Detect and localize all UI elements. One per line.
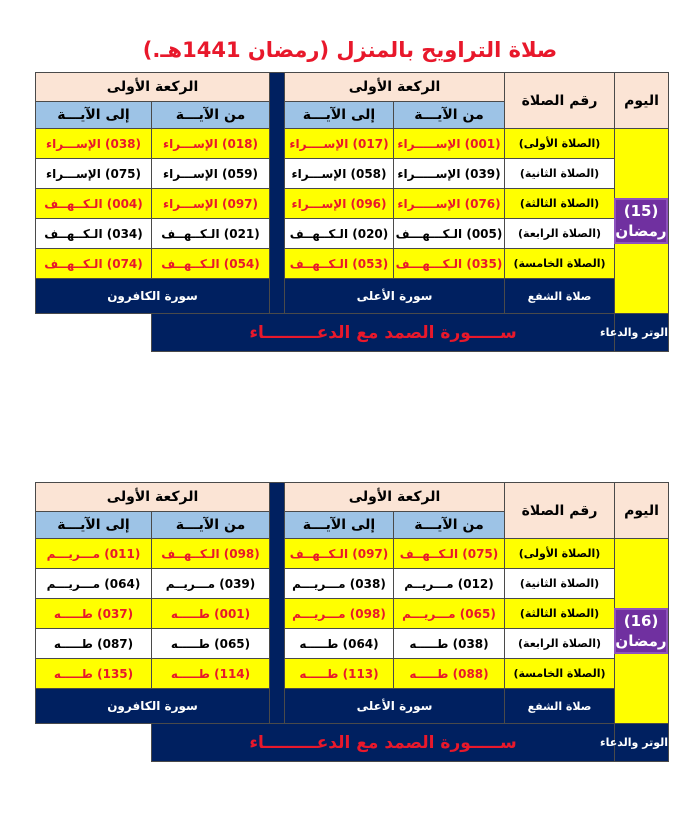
prayer-name: (الصلاة الرابعة)	[505, 219, 615, 249]
ayah-cell: (074) الـكــهــف	[36, 249, 152, 279]
prayer-name: (الصلاة الخامسة)	[505, 249, 615, 279]
ayah-cell: (064) مـــريـــم	[36, 569, 152, 599]
shafa-surah-right: سورة الأعلى	[285, 689, 505, 724]
prayer-name: (الصلاة الثالثة)	[505, 189, 615, 219]
ayah-cell: (065) مـــريـــم	[394, 599, 505, 629]
ayah-cell: (020) الـكــهــف	[285, 219, 394, 249]
shafa-surah-left: سورة الكافرون	[36, 279, 270, 314]
prayer-name: (الصلاة الرابعة)	[505, 629, 615, 659]
ayah-cell: (011) مـــريـــم	[36, 539, 152, 569]
day-header: اليوم	[615, 73, 669, 129]
ayah-cell: (004) الـكــهــف	[36, 189, 152, 219]
from-ayah-header-2: من الآيـــة	[152, 512, 270, 539]
ayah-cell: (035) الـكـــهـــف	[394, 249, 505, 279]
day-badge	[614, 198, 668, 244]
ayah-cell: (005) الـكـــهـــف	[394, 219, 505, 249]
prayer-name: (الصلاة الأولى)	[505, 539, 615, 569]
shafa-surah-right: سورة الأعلى	[285, 279, 505, 314]
ayah-cell: (098) مـــريـــم	[285, 599, 394, 629]
ayah-cell: (001) الإســـــراء	[394, 129, 505, 159]
ayah-cell: (053) الـكــهــف	[285, 249, 394, 279]
witr-text: ســـــورة الصمد مع الدعـــــــــاء	[152, 314, 615, 352]
column-separator	[270, 483, 285, 724]
ayah-cell: (076) الإســـــراء	[394, 189, 505, 219]
day-number: (15)	[623, 202, 659, 220]
witr-text: ســـــورة الصمد مع الدعـــــــــاء	[152, 724, 615, 762]
ayah-cell: (054) الـكــهــف	[152, 249, 270, 279]
from-ayah-header: من الآيـــة	[394, 102, 505, 129]
day-month: رمضان	[615, 632, 667, 650]
schedule-table-day-16	[35, 482, 669, 762]
ayah-cell: (087) طـــــه	[36, 629, 152, 659]
ayah-cell: (021) الـكــهــف	[152, 219, 270, 249]
day-month: رمضان	[615, 222, 667, 240]
to-ayah-header: إلى الآيـــة	[285, 102, 394, 129]
witr-label: الوتر والدعاء	[615, 724, 669, 762]
ayah-cell: (037) طـــــه	[36, 599, 152, 629]
prayer-name: (الصلاة الثانية)	[505, 159, 615, 189]
ayah-cell: (096) الإســـراء	[285, 189, 394, 219]
ayah-cell: (017) الإســــراء	[285, 129, 394, 159]
ayah-cell: (064) طـــــه	[285, 629, 394, 659]
ayah-cell: (018) الإســـراء	[152, 129, 270, 159]
prayer-name: (الصلاة الخامسة)	[505, 659, 615, 689]
from-ayah-header-2: من الآيـــة	[152, 102, 270, 129]
ayah-cell: (135) طـــــه	[36, 659, 152, 689]
to-ayah-header: إلى الآيـــة	[285, 512, 394, 539]
ayah-cell: (039) مـــريــم	[152, 569, 270, 599]
shafa-surah-left: سورة الكافرون	[36, 689, 270, 724]
shafa-label: صلاة الشفع	[505, 279, 615, 314]
ayah-cell: (058) الإســـراء	[285, 159, 394, 189]
ayah-cell: (039) الإســـــراء	[394, 159, 505, 189]
prayer-number-header: رقم الصلاة	[505, 483, 615, 539]
day-header: اليوم	[615, 483, 669, 539]
from-ayah-header: من الآيـــة	[394, 512, 505, 539]
second-rakah-header: الركعة الأولى	[36, 483, 270, 512]
day-number: (16)	[623, 612, 659, 630]
prayer-name: (الصلاة الثالثة)	[505, 599, 615, 629]
ayah-cell: (113) طـــــه	[285, 659, 394, 689]
second-rakah-header: الركعة الأولى	[36, 73, 270, 102]
shafa-label: صلاة الشفع	[505, 689, 615, 724]
ayah-cell: (038) الإســـراء	[36, 129, 152, 159]
page-title: صلاة التراويح بالمنزل (رمضان 1441هـ.)	[142, 38, 558, 62]
ayah-cell: (059) الإســـراء	[152, 159, 270, 189]
to-ayah-header-2: إلى الآيـــة	[36, 512, 152, 539]
prayer-name: (الصلاة الأولى)	[505, 129, 615, 159]
ayah-cell: (097) الـكــهــف	[285, 539, 394, 569]
ayah-cell: (075) الإســـراء	[36, 159, 152, 189]
prayer-number-header: رقم الصلاة	[505, 73, 615, 129]
schedule-table-day-15	[35, 72, 669, 352]
first-rakah-header: الركعة الأولى	[285, 73, 505, 102]
ayah-cell: (012) مـــريــم	[394, 569, 505, 599]
ayah-cell: (001) طـــــه	[152, 599, 270, 629]
ayah-cell: (098) الـكــهــف	[152, 539, 270, 569]
ayah-cell: (075) الـكــهــف	[394, 539, 505, 569]
ayah-cell: (038) مـــريـــم	[285, 569, 394, 599]
ayah-cell: (065) طـــــه	[152, 629, 270, 659]
ayah-cell: (088) طـــــه	[394, 659, 505, 689]
column-separator	[270, 73, 285, 314]
day-badge	[614, 608, 668, 654]
prayer-name: (الصلاة الثانية)	[505, 569, 615, 599]
ayah-cell: (097) الإســـراء	[152, 189, 270, 219]
ayah-cell: (114) طـــــه	[152, 659, 270, 689]
day-cell	[615, 539, 669, 724]
ayah-cell: (034) الـكــهــف	[36, 219, 152, 249]
day-cell	[615, 129, 669, 314]
to-ayah-header-2: إلى الآيـــة	[36, 102, 152, 129]
witr-label: الوتر والدعاء	[615, 314, 669, 352]
first-rakah-header: الركعة الأولى	[285, 483, 505, 512]
ayah-cell: (038) طـــــه	[394, 629, 505, 659]
